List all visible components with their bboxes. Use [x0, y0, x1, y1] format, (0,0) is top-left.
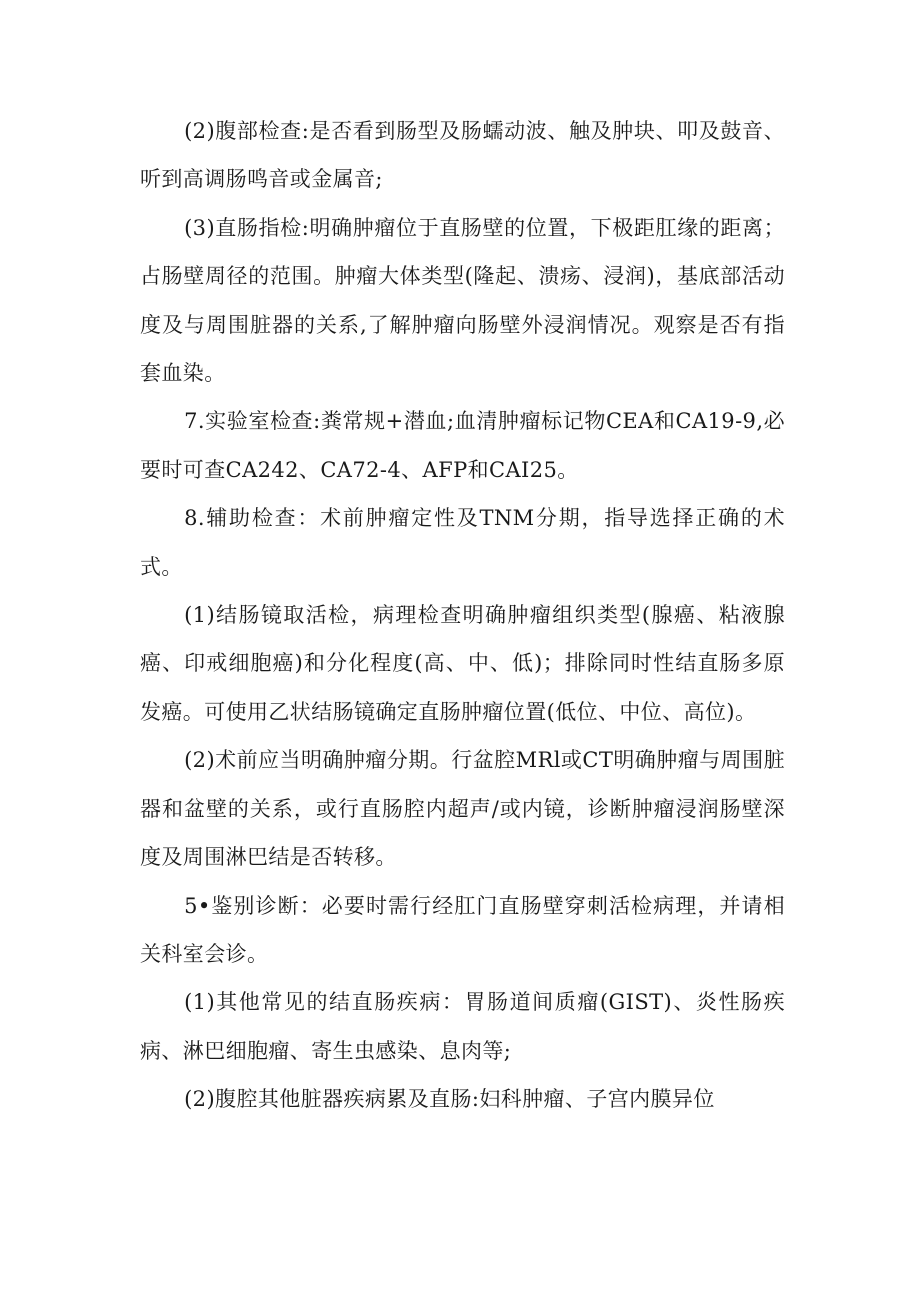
paragraph-preop-staging: (2)术前应当明确肿瘤分期。行盆腔MRl或CT明确肿瘤与周围脏器和盆壁的关系，或行直肠腔内超声/或内镜，诊断肿瘤浸润肠壁深度及周围淋巴结是否转移。 — [140, 748, 785, 870]
paragraph-abdominal-exam: (2)腹部检查:是否看到肠型及肠蠕动波、触及肿块、叩及鼓音、听到高调肠鸣音或金属音; — [140, 119, 785, 192]
paragraph-digital-rectal-exam: (3)直肠指检:明确肿瘤位于直肠壁的位置，下极距肛缘的距离；占肠壁周径的范围。肿瘤大体类型(隆起、溃疡、浸润)，基底部活动度及与周围脏器的关系,了解肿瘤向肠壁外浸润情况。观察是否有指套血染。 — [140, 215, 785, 386]
paragraph-other-colorectal-diseases: (1)其他常见的结直肠疾病：胃肠道间质瘤(GIST)、炎性肠疾病、淋巴细胞瘤、寄生虫感染、息肉等; — [140, 990, 785, 1063]
paragraph-colonoscopy-biopsy: (1)结肠镜取活检，病理检查明确肿瘤组织类型(腺癌、粘液腺癌、印戒细胞癌)和分化程度(高、中、低)；排除同时性结直肠多原发癌。可使用乙状结肠镜确定直肠肿瘤位置(低位、中位、高位)。 — [140, 603, 785, 724]
paragraph-auxiliary-exam: 8.辅助检查：术前肿瘤定性及TNM分期，指导选择正确的术式。 — [140, 506, 785, 579]
document-body — [140, 107, 785, 1124]
paragraph-other-abdominal-organs: (2)腹腔其他脏器疾病累及直肠:妇科肿瘤、子宫内膜异位 — [184, 1087, 715, 1112]
paragraph-lab-tests: 7.实验室检查:粪常规+潜血;血清肿瘤标记物CEA和CA19-9,必要时可查CA242、CA72-4、AFP和CAI25。 — [140, 409, 785, 482]
paragraph-differential-diagnosis: 5•鉴别诊断：必要时需行经肛门直肠壁穿刺活检病理，并请相关科室会诊。 — [140, 893, 785, 966]
